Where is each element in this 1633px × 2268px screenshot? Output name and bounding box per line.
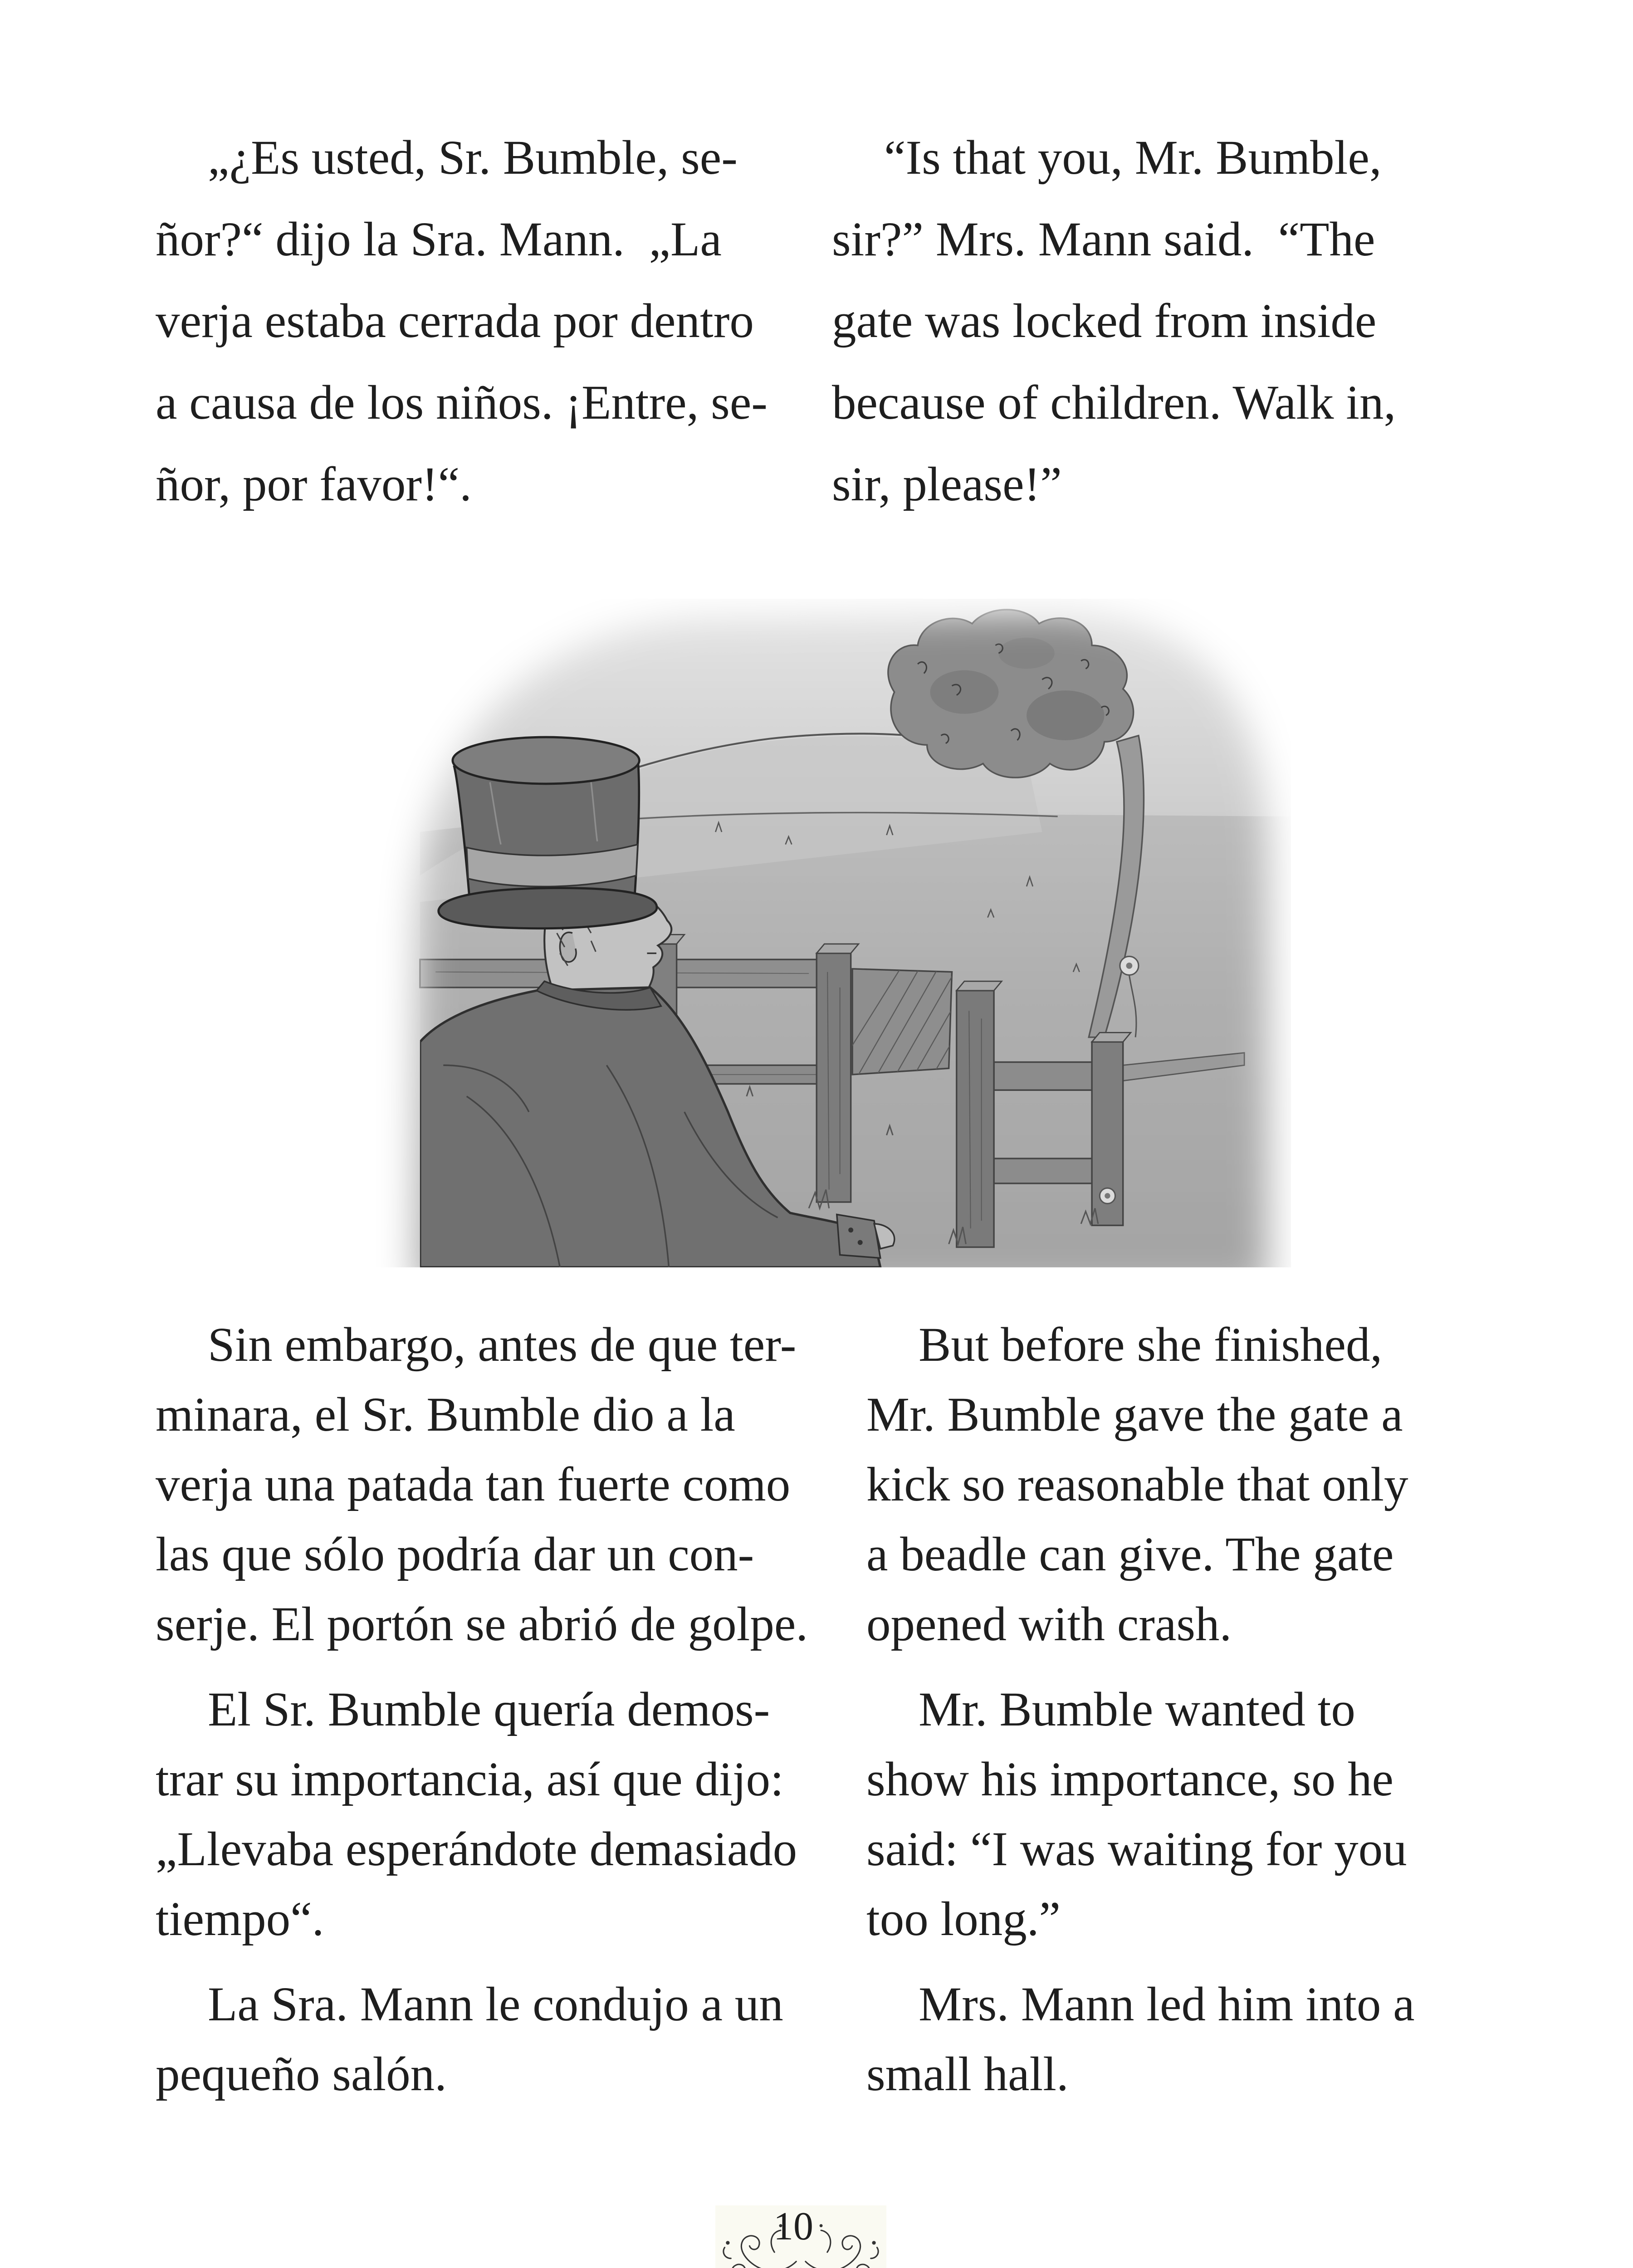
text-line: a causa de los niños. ¡Entre, se- xyxy=(156,376,768,430)
text-line: verja una patada tan fuerte como xyxy=(156,1458,791,1511)
spanish-text-column-bottom xyxy=(156,1310,808,2109)
text-line: gate was locked from inside xyxy=(832,294,1377,348)
paragraph xyxy=(156,1675,808,1954)
text-line: minara, el Sr. Bumble dio a la xyxy=(156,1388,735,1442)
text-line: “Is that you, Mr. Bumble, xyxy=(884,131,1382,185)
text-line: small hall. xyxy=(866,2048,1069,2101)
paragraph xyxy=(156,1310,808,1659)
text-line: show his importance, so he xyxy=(866,1753,1393,1806)
text-line: serje. El portón se abrió de golpe. xyxy=(156,1598,808,1651)
text-line: kick so reasonable that only xyxy=(866,1458,1408,1511)
text-line: tiempo“. xyxy=(156,1892,324,1946)
top-hat xyxy=(439,737,657,929)
paragraph xyxy=(866,1675,1415,1954)
text-line: because of children. Walk in, xyxy=(832,376,1396,430)
text-line: Mrs. Mann led him into a xyxy=(919,1978,1415,2031)
spanish-text-column-top xyxy=(156,117,768,525)
paragraph xyxy=(866,1310,1415,1659)
text-line: pequeño salón. xyxy=(156,2048,447,2101)
text-line: opened with crash. xyxy=(866,1598,1232,1651)
illustration xyxy=(373,599,1291,1267)
text-line: ñor?“ dijo la Sra. Mann. „La xyxy=(156,213,722,266)
text-line: las que sólo podría dar un con- xyxy=(156,1528,754,1581)
text-line: Mr. Bumble wanted to xyxy=(919,1683,1355,1736)
page-number: 10 xyxy=(773,2204,813,2248)
text-line: sir, please!” xyxy=(832,458,1062,511)
paragraph xyxy=(156,1970,808,2109)
text-line: verja estaba cerrada por dentro xyxy=(156,294,754,348)
text-line: a beadle can give. The gate xyxy=(866,1528,1394,1581)
text-line: sir?” Mrs. Mann said. “The xyxy=(832,213,1375,266)
text-line: La Sra. Mann le condujo a un xyxy=(208,1978,783,2031)
text-line: El Sr. Bumble quería demos- xyxy=(208,1683,770,1736)
text-line: „Llevaba esperándote demasiado xyxy=(156,1823,797,1876)
text-line: ñor, por favor!“. xyxy=(156,458,472,511)
paragraph xyxy=(866,1970,1415,2109)
text-line: trar su importancia, así que dijo: xyxy=(156,1753,784,1806)
text-line: Sin embargo, antes de que ter- xyxy=(208,1318,797,1372)
english-text-column-bottom xyxy=(866,1310,1415,2109)
text-line: said: “I was waiting for you xyxy=(866,1823,1407,1876)
english-text-column-top xyxy=(832,117,1396,525)
text-line: „¿Es usted, Sr. Bumble, se- xyxy=(208,131,738,185)
text-line: But before she finished, xyxy=(919,1318,1383,1372)
text-line: Mr. Bumble gave the gate a xyxy=(866,1388,1403,1442)
text-line: too long.” xyxy=(866,1892,1061,1946)
